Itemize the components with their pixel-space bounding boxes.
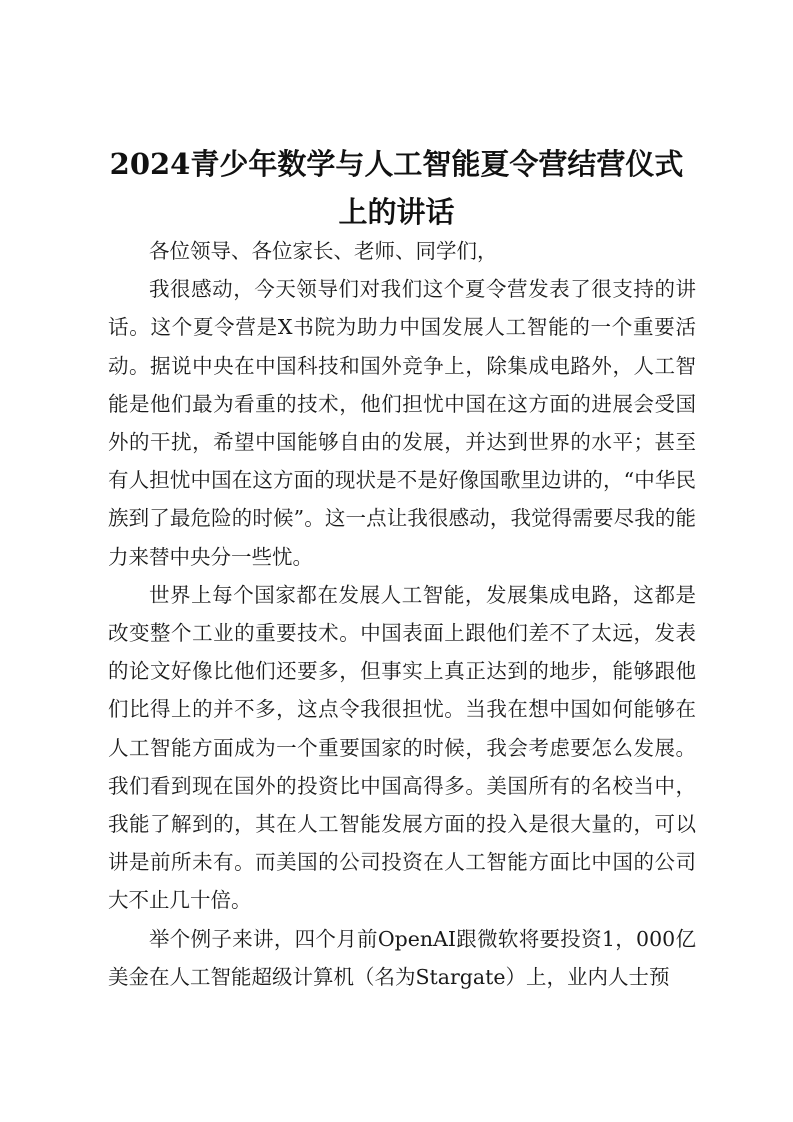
- body-paragraph-2: 世界上每个国家都在发展人工智能，发展集成电路，这都是改变整个工业的重要技术。中国表面上跟他们差不了太远，发表的论文好像比他们还要多，但事实上真正达到的地步，能够跟他们比得上的并不多，这点令我很担忧。当我在想中国如何能够在人工智能方面成为一个重要国家的时候，我会考虑要怎么发展。我们看到现在国外的投资比中国高得多。美国所有的名校当中，我能了解到的，其在人工智能发展方面的投入是很大量的，可以讲是前所未有。而美国的公司投资在人工智能方面比中国的公司大不止几十倍。: [108, 582, 696, 913]
- body-paragraph-1: 我很感动，今天领导们对我们这个夏令营发表了很支持的讲话。这个夏令营是X书院为助力中国发展人工智能的一个重要活动。据说中央在中国科技和国外竞争上，除集成电路外，人工智能是他们最为看重的技术，他们担忧中国在这方面的进展会受国外的干扰，希望中国能够自由的发展，并达到世界的水平；甚至有人担忧中国在这方面的现状是不是好像国歌里边讲的，“中华民族到了最危险的时候”。这一点让我很感动，我觉得需要尽我的能力来替中央分一些忧。: [108, 277, 696, 569]
- document-title: 2024青少年数学与人工智能夏令营结营仪式上的讲话: [109, 147, 684, 229]
- document-body: [108, 232, 696, 996]
- greeting-paragraph: 各位领导、各位家长、老师、同学们，: [149, 239, 498, 263]
- body-paragraph-3: 举个例子来讲，四个月前OpenAI跟微软将要投资1，000亿美金在人工智能超级计算机（名为Stargate）上，业内人士预: [108, 926, 696, 989]
